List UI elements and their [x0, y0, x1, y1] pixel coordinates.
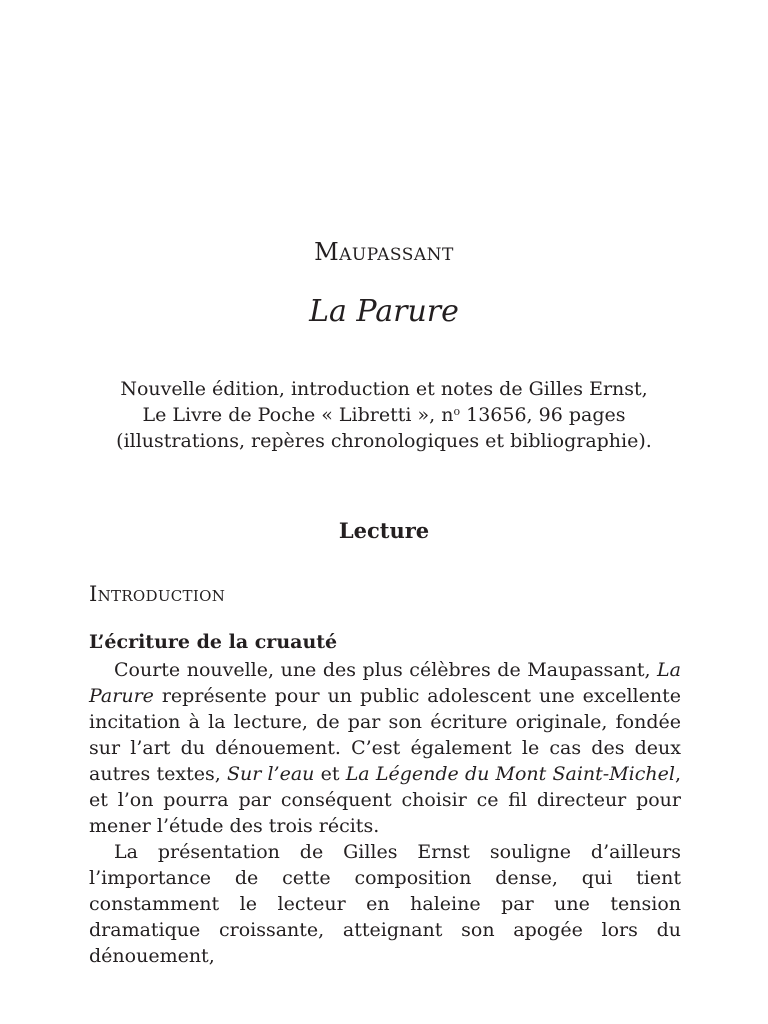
- body-text: [89, 657, 681, 969]
- edition-line-1: Nouvelle édition, introduction et notes de Gilles Ernst,: [120, 378, 648, 400]
- paragraph-1: [89, 657, 681, 839]
- edition-line-2: [0, 402, 768, 428]
- paragraph-1-text-2: représente pour un public adolescent une excellente incitation à la lecture, de par son écriture originale, fondée sur l’art du dénouement. C’est également le cas des deux autres textes,: [89, 685, 681, 785]
- paragraph-1-text-3: et: [314, 763, 346, 785]
- subsection-heading: L’écriture de la cruauté: [89, 631, 338, 653]
- numero-superscript: o: [453, 405, 461, 418]
- book-title: La Parure: [309, 294, 459, 329]
- edition-line-2-text: Le Livre de Poche « Libretti », n: [142, 404, 454, 426]
- paragraph-1-text-1: Courte nouvelle, une des plus célèbres de Maupassant,: [114, 659, 658, 681]
- edition-info: [0, 376, 768, 454]
- paragraph-1-title-legende: La Légende du Mont Saint-Michel: [345, 763, 675, 785]
- paragraph-1-title-la-parure: La Parure: [89, 659, 681, 707]
- edition-line-3: (illustrations, repères chronologiques et bibliographie).: [116, 430, 652, 452]
- edition-line-2-number: 13656, 96 pages: [460, 404, 626, 426]
- introduction-heading: Introduction: [89, 582, 226, 606]
- paragraph-1-text-4: , et l’on pourra par conséquent choisir ce fil directeur pour mener l’étude des trois récits.: [89, 763, 681, 837]
- paragraph-2: La présentation de Gilles Ernst souligne d’ailleurs l’importance de cette composition dense, qui tient constamment le lecteur en haleine par une tension dramatique croissante, atteignant son apogée lors du dénouement,: [89, 841, 681, 967]
- author-name: Maupassant: [314, 238, 454, 266]
- section-title: Lecture: [338, 518, 430, 543]
- paragraph-1-title-sur-leau: Sur l’eau: [226, 763, 315, 785]
